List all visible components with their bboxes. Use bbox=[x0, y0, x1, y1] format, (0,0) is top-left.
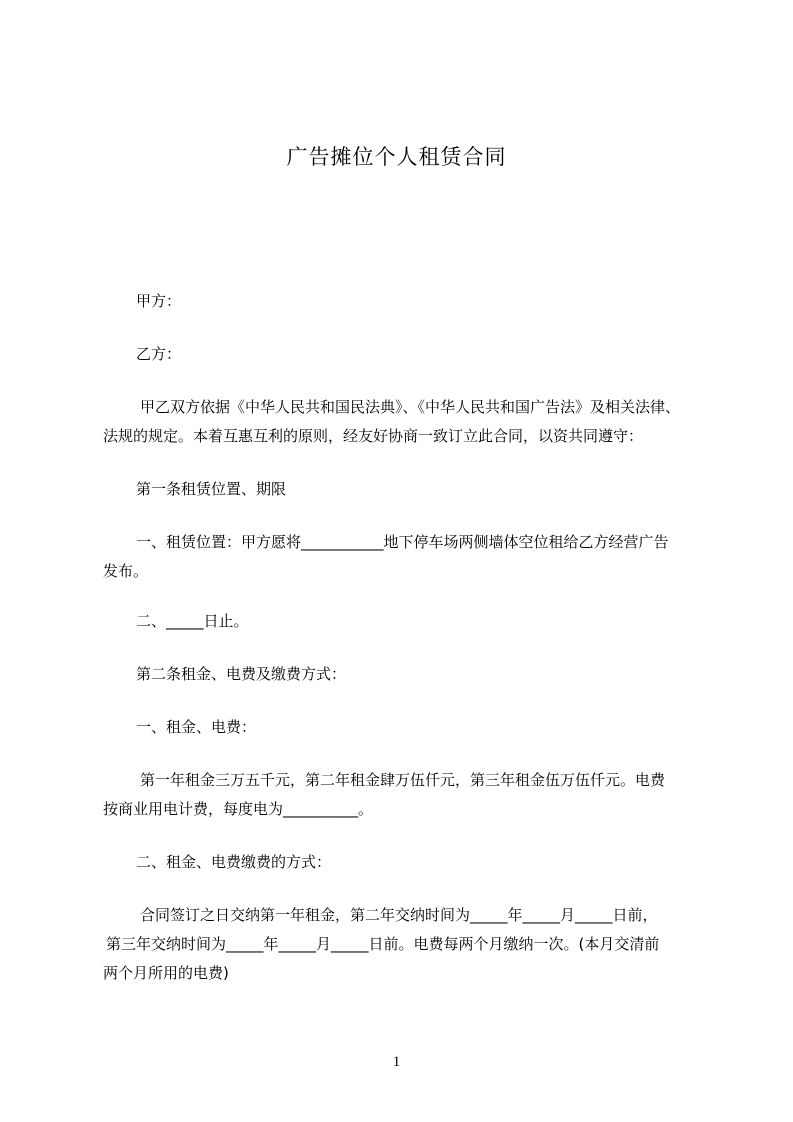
article-2-item-1-line-2: 按商业用电计费，每度电为__________。 bbox=[103, 800, 374, 818]
article-1-item-2: 二、_____日止。 bbox=[136, 612, 249, 630]
article-1-item-1-line-1: 一、租赁位置：甲方愿将___________地下停车场两侧墙体空位租给乙方经营广告 bbox=[136, 533, 669, 551]
article-2-heading: 第二条租金、电费及缴费方式： bbox=[136, 665, 347, 683]
article-1-item-1-line-2: 发布。 bbox=[103, 562, 149, 580]
article-2-item-1-line-1: 第一年租金三万五千元，第二年租金肆万伍仟元，第三年租金伍万伍仟元。电费 bbox=[140, 771, 666, 789]
intro-paragraph-line-1: 甲乙双方依据《中华人民共和国民法典》、《中华人民共和国广告法》及相关法律、 bbox=[140, 398, 681, 416]
article-2-item-2-line-1: 合同签订之日交纳第一年租金，第二年交纳时间为_____年_____月_____日前， bbox=[140, 906, 658, 924]
article-2-item-2-line-2: 第三年交纳时间为_____年_____月_____日前。电费每两个月缴纳一次。(本月交清前 bbox=[106, 935, 660, 953]
intro-paragraph-line-2: 法规的规定。本着互惠互利的原则，经友好协商一致订立此合同，以资共同遵守： bbox=[103, 427, 644, 445]
article-2-item-2-line-3: 两个月所用的电费) bbox=[103, 964, 229, 982]
article-2-item-2-heading: 二、租金、电费缴费的方式： bbox=[136, 853, 332, 871]
party-a-label: 甲方： bbox=[136, 292, 182, 310]
article-1-heading: 第一条租赁位置、期限 bbox=[136, 480, 287, 498]
page-number: 1 bbox=[392, 1054, 401, 1070]
article-2-item-1-heading: 一、租金、电费： bbox=[136, 718, 257, 736]
party-b-label: 乙方： bbox=[136, 345, 182, 363]
document-title: 广告摊位个人租赁合同 bbox=[286, 145, 507, 169]
